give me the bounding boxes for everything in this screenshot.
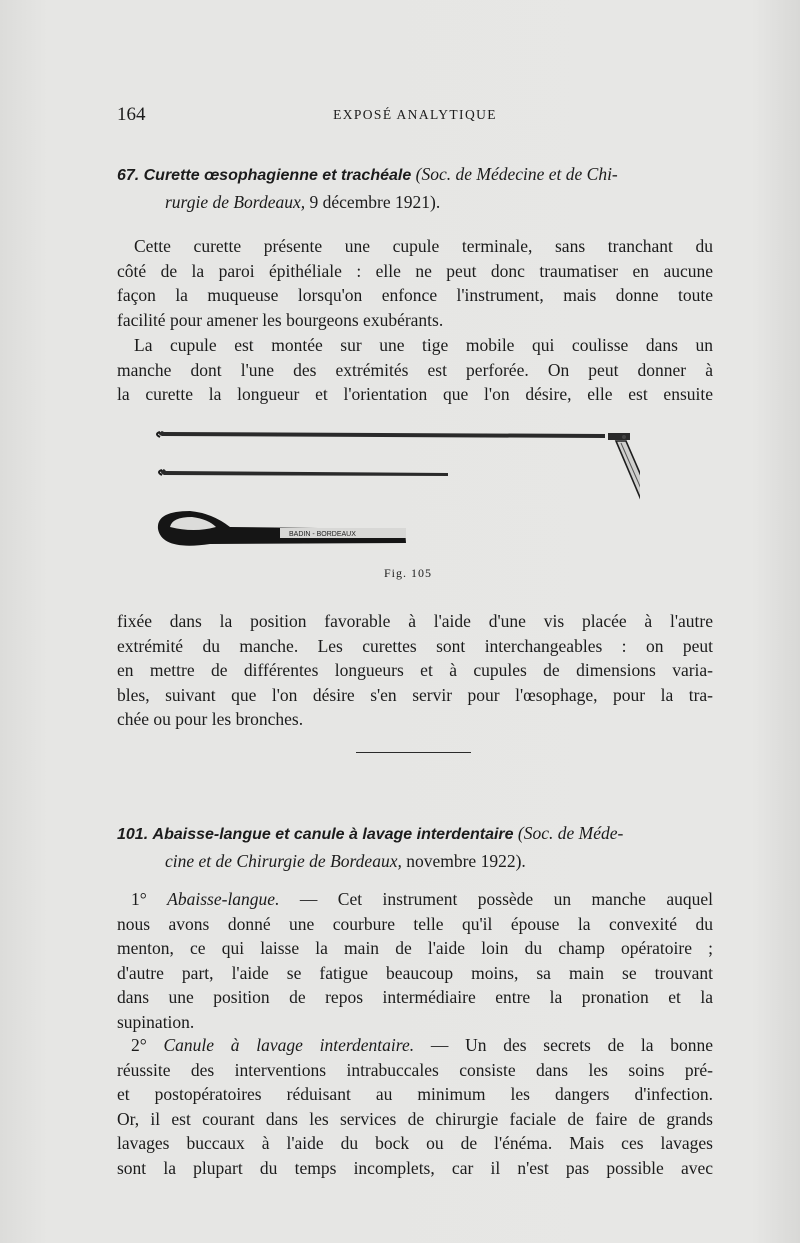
section-number: 67. xyxy=(117,167,140,184)
text-line: réussite des interventions intrabuccales consiste dans les soins pré- xyxy=(117,1059,713,1080)
text-line: en mettre de différentes longueurs et à cupules de dimensions varia- xyxy=(117,660,713,681)
short-curette-rod xyxy=(161,469,448,476)
paragraph-4 xyxy=(117,887,713,1035)
text-line: fixée dans la position favorable à l'aide d'une vis placée à l'autre xyxy=(117,611,713,631)
section-source-start: (Soc. de Médecine et de Chi- xyxy=(415,164,618,184)
text-line: supination. xyxy=(117,1011,195,1032)
text-line: Or, il est courant dans les services de chirurgie faciale de faire de grands xyxy=(117,1108,713,1129)
text-line: chée ou pour les bronches. xyxy=(117,709,304,730)
text-line: côté de la paroi épithéliale : elle ne peut donc traumatiser en aucune xyxy=(117,260,713,281)
paragraph-2 xyxy=(117,333,713,407)
text-line: La cupule est montée sur une tige mobile qui coulisse dans un xyxy=(134,335,713,355)
paragraph-5 xyxy=(117,1033,713,1181)
text-line: facilité pour amener les bourgeons exubérants. xyxy=(117,309,444,330)
section-divider xyxy=(356,752,471,753)
text-line: Cette curette présente une cupule terminale, sans tranchant du xyxy=(134,236,713,256)
text-line: façon la muqueuse lorsqu'on enfonce l'instrument, mais donne toute xyxy=(117,285,713,306)
text-line: manche dont l'une des extrémités est perforée. On peut donner à xyxy=(117,359,713,380)
page-header xyxy=(117,104,713,128)
section-number: 101. xyxy=(117,826,149,843)
paragraph-1 xyxy=(117,234,713,332)
text-line: et postopératoires réduisant au minimum les dangers d'infection. xyxy=(117,1084,713,1105)
text-line: nous avons donné une courbure telle qu'il épouse la convexité du xyxy=(117,913,713,934)
text-line: 1° Abaisse-langue. — Cet instrument possède un manche auquel xyxy=(131,889,714,909)
running-title: EXPOSÉ ANALYTIQUE xyxy=(333,107,497,122)
section-date: 9 décembre 1921). xyxy=(309,192,441,212)
text-line: menton, ce qui laisse la main de l'aide loin du champ opératoire ; xyxy=(117,938,713,959)
text-line: bles, suivant que l'on désire s'en servir pour l'œsophage, pour la tra- xyxy=(117,684,713,705)
item-label: 2° xyxy=(131,1035,164,1055)
section-date: novembre 1922). xyxy=(406,851,526,871)
paragraph-3 xyxy=(117,609,713,732)
text-line: la curette la longueur et l'orientation que l'on désire, elle est ensuite xyxy=(117,384,713,405)
mounted-handle xyxy=(616,441,640,575)
text-line: 2° Canule à lavage interdentaire. — Un des secrets de la bonne xyxy=(131,1035,713,1055)
section-source-end: rurgie de Bordeaux, xyxy=(165,192,306,212)
text-line: dans une position de repos intermédiaire entre la pronation et la xyxy=(117,987,713,1008)
page-number: 164 xyxy=(117,104,146,125)
item-label: 1° xyxy=(131,889,168,909)
section-heading-67 xyxy=(117,161,713,215)
item-term: Abaisse-langue. xyxy=(167,889,280,909)
figure-caption: Fig. 105 xyxy=(384,566,433,580)
text-line: extrémité du manche. Les curettes sont interchangeables : on peut xyxy=(117,635,713,656)
section-source-end: cine et de Chirurgie de Bordeaux, xyxy=(165,851,402,871)
long-curette-rod xyxy=(159,431,605,438)
engraving-text: BADIN - BORDEAUX xyxy=(289,531,356,538)
section-title: Abaisse-langue et canule à lavage interdentaire xyxy=(152,826,514,843)
item-term: Canule à lavage interdentaire. xyxy=(163,1035,415,1055)
text-line: lavages buccaux à l'aide du bock ou de l'énéma. Mais ces lavages xyxy=(117,1133,713,1154)
section-title: Curette œsophagienne et trachéale xyxy=(143,167,412,184)
section-source-start: (Soc. de Méde- xyxy=(517,823,624,843)
section-heading-101 xyxy=(117,820,713,874)
text-line: sont la plupart du temps incomplets, car il n'est pas possible avec xyxy=(117,1157,713,1178)
text-line: d'autre part, l'aide se fatigue beaucoup moins, sa main se trouvant xyxy=(117,962,713,983)
